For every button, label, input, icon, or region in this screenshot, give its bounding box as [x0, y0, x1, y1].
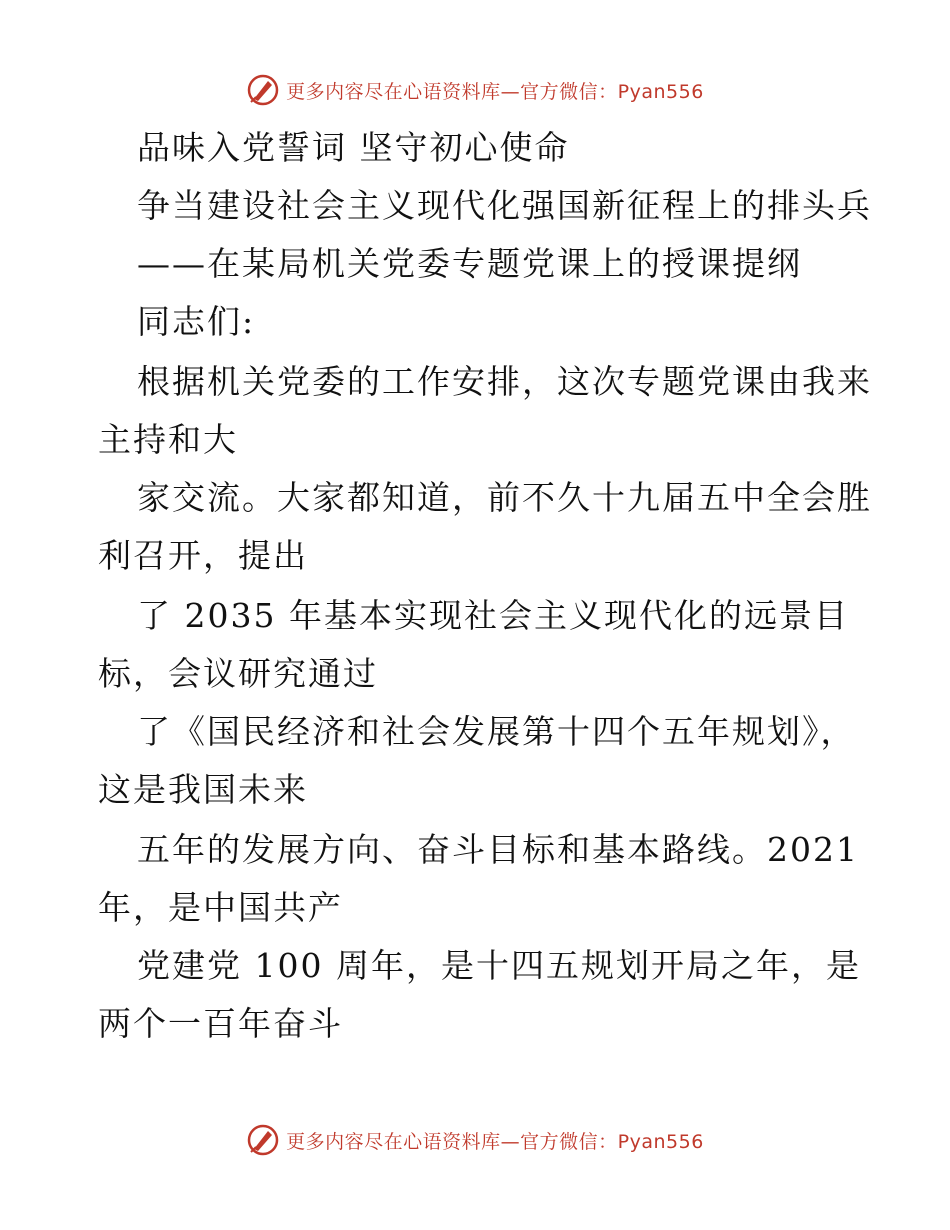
paragraph-line: 根据机关党委的工作安排，这次专题党课由我来 [137, 362, 872, 401]
header-watermark [0, 70, 950, 110]
paragraph-line: 家交流。大家都知道，前不久十九届五中全会胜 [137, 478, 872, 517]
pen-logo-icon [246, 1123, 280, 1157]
subtitle-line: 争当建设社会主义现代化强国新征程上的排头兵 [137, 186, 872, 225]
paragraph-line: 标，会议研究通过 [98, 654, 378, 693]
paragraph-line: 这是我国未来 [98, 770, 308, 809]
paragraph-line: 了《国民经济和社会发展第十四个五年规划》， [137, 712, 856, 751]
paragraph-line: 党建党 100 周年，是十四五规划开局之年，是 [137, 946, 861, 985]
watermark-text: 更多内容尽在心语资料库—官方微信：Pyan556 [286, 1130, 704, 1153]
subtitle-note-line: ——在某局机关党委专题党课上的授课提纲 [137, 244, 802, 283]
title-line: 品味入党誓词 坚守初心使命 [137, 128, 570, 167]
paragraph-line: 了 2035 年基本实现社会主义现代化的远景目 [137, 596, 849, 635]
paragraph-line: 两个一百年奋斗 [98, 1004, 343, 1043]
paragraph-line: 利召开，提出 [98, 536, 308, 575]
paragraph-line: 五年的发展方向、奋斗目标和基本路线。2021 [137, 830, 859, 869]
watermark-text: 更多内容尽在心语资料库—官方微信：Pyan556 [286, 80, 704, 103]
paragraph-line: 年，是中国共产 [98, 888, 343, 927]
footer-watermark [0, 1120, 950, 1160]
pen-logo-icon [246, 73, 280, 107]
paragraph-line: 主持和大 [98, 420, 238, 459]
salutation-line: 同志们: [137, 302, 256, 341]
